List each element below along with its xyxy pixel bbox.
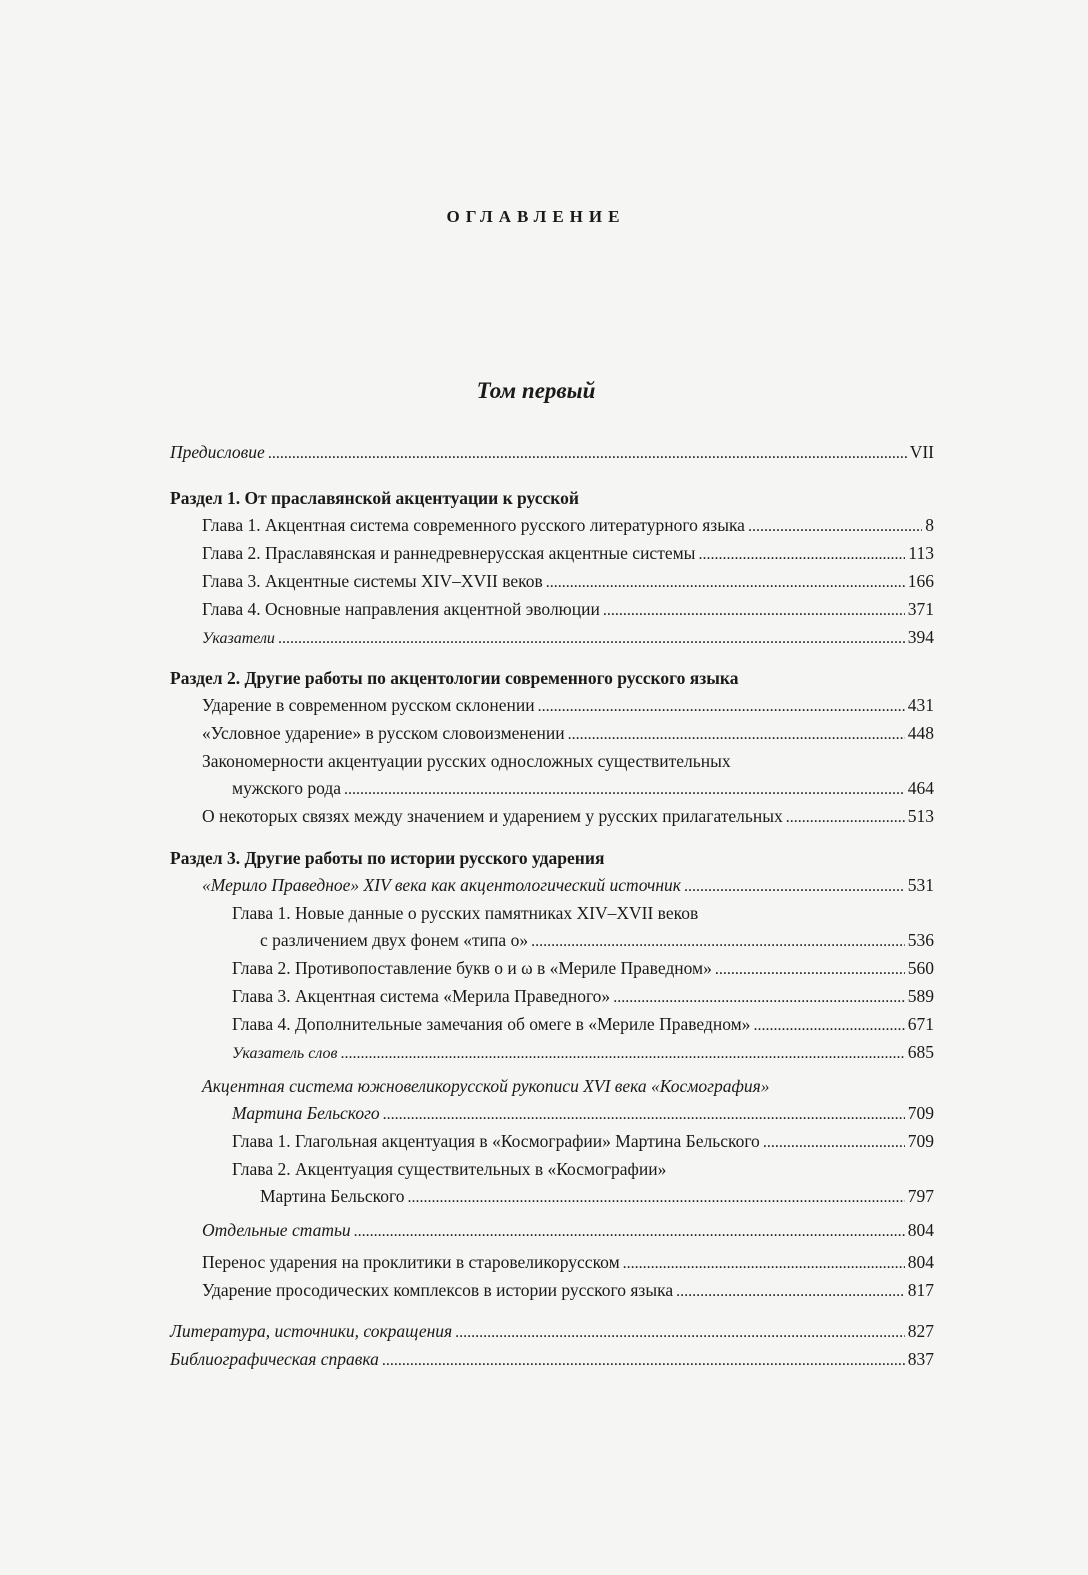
entry-title: Глава 4. Основные направления акцентной эволюции [202, 599, 600, 619]
leader-dots [531, 928, 905, 955]
entry-title: Библиографическая справка [170, 1349, 379, 1369]
toc-section-3 [170, 845, 934, 1305]
entry-title-continued: Мартина Бельского [260, 1186, 405, 1206]
entry-page: 531 [907, 875, 934, 895]
entry-title: «Условное ударение» в русском словоизменении [202, 723, 565, 743]
leader-dots [538, 693, 905, 720]
entry-page: 166 [907, 571, 934, 591]
entry-title: Глава 2. Праславянская и раннедревнерусская акцентные системы [202, 543, 696, 563]
leader-dots [568, 721, 905, 748]
entry-title: Указатель слов [232, 1045, 338, 1062]
entry-title: Перенос ударения на проклитики в старовеликорусском [202, 1252, 620, 1272]
toc-entry[interactable] [170, 692, 934, 720]
toc-entry[interactable] [170, 1039, 934, 1067]
toc-entry[interactable] [170, 720, 934, 748]
toc-entry[interactable] [170, 1011, 934, 1039]
leader-dots [455, 1319, 905, 1346]
toc-entry[interactable] [170, 1183, 934, 1211]
leader-dots [546, 569, 905, 596]
leader-dots [340, 1040, 904, 1067]
toc-entry[interactable] [170, 1128, 934, 1156]
entry-page: 560 [907, 958, 934, 978]
entry-title: Глава 3. Акцентные системы XIV–XVII веков [202, 571, 543, 591]
entry-title: Литература, источники, сокращения [170, 1321, 453, 1341]
toc-entry[interactable] [170, 927, 934, 955]
leader-dots [344, 776, 905, 803]
entry-page: 513 [907, 806, 934, 826]
entry-title-continued: Мартина Бельского [232, 1103, 380, 1123]
leader-dots [408, 1184, 905, 1211]
leader-dots [715, 956, 905, 983]
entry-page: 709 [907, 1103, 934, 1123]
leader-dots [753, 1012, 904, 1039]
leader-dots [278, 625, 905, 652]
entry-title: Глава 1. Глагольная акцентуация в «Космографии» Мартина Бельского [232, 1131, 760, 1151]
toc-entry[interactable] [170, 983, 934, 1011]
toc-preface [170, 439, 934, 467]
entry-title: Глава 1. Акцентная система современного русского литературного языка [202, 515, 745, 535]
entry-title: Глава 4. Дополнительные замечания об омеге в «Мериле Праведном» [232, 1014, 751, 1034]
toc-entry[interactable] [170, 540, 934, 568]
toc-entry[interactable] [170, 872, 934, 900]
entry-page: 371 [907, 599, 934, 619]
toc-entry[interactable] [170, 1277, 934, 1305]
entry-title[interactable]: Закономерности акцентуации русских односложных существительных [202, 751, 731, 771]
toc-section-2 [170, 665, 934, 831]
entry-title: О некоторых связях между значением и ударением у русских прилагательных [202, 806, 783, 826]
entry-page: 448 [907, 723, 934, 743]
toc-entry[interactable] [170, 1100, 934, 1128]
toc-entry[interactable] [170, 512, 934, 540]
entry-page: 394 [907, 627, 934, 647]
entry-title: Отдельные статьи [202, 1220, 351, 1240]
toc-section-1 [170, 485, 934, 652]
section-title: Раздел 2. Другие работы по акцентологии современного русского языка [170, 668, 739, 688]
entry-page: 804 [907, 1252, 934, 1272]
entry-page: 797 [907, 1186, 934, 1206]
entry-page: 709 [907, 1131, 934, 1151]
entry-title[interactable]: Акцентная система южновеликорусской рукописи XVI века «Космография» [202, 1076, 770, 1096]
leader-dots [623, 1250, 905, 1277]
toc-entry[interactable] [170, 1249, 934, 1277]
toc-entry[interactable] [170, 803, 934, 831]
leader-dots [763, 1129, 905, 1156]
toc-entry[interactable] [170, 596, 934, 624]
toc-entry[interactable] [170, 1318, 934, 1346]
entry-title[interactable]: Глава 2. Акцентуация существительных в «Космографии» [232, 1159, 667, 1179]
leader-dots [354, 1218, 905, 1245]
leader-dots [268, 440, 907, 467]
entry-title: Предисловие [170, 442, 265, 462]
entry-page: VII [909, 442, 934, 462]
toc-entry[interactable] [170, 955, 934, 983]
leader-dots [383, 1101, 905, 1128]
page-heading: ОГЛАВЛЕНИЕ [446, 207, 626, 226]
entry-page: 671 [907, 1014, 934, 1034]
toc-entry[interactable] [170, 775, 934, 803]
entry-title: Ударение просодических комплексов в истории русского языка [202, 1280, 674, 1300]
entry-title-continued: с различением двух фонем «типа о» [260, 930, 529, 950]
entry-title: Глава 3. Акцентная система «Мерила Праведного» [232, 986, 611, 1006]
toc-back-matter [170, 1318, 934, 1374]
entry-page: 464 [907, 778, 934, 798]
entry-title: Указатели [202, 630, 275, 647]
toc-entry[interactable] [170, 1346, 934, 1374]
leader-dots [603, 597, 905, 624]
entry-page: 431 [907, 695, 934, 715]
entry-page: 8 [925, 515, 934, 535]
section-title: Раздел 1. От праславянской акцентуации к русской [170, 488, 579, 508]
entry-title-continued: мужского рода [232, 778, 342, 798]
toc-entry[interactable] [170, 624, 934, 652]
leader-dots [786, 804, 905, 831]
entry-page: 685 [907, 1042, 934, 1062]
toc-entry[interactable] [170, 439, 934, 467]
entry-title[interactable]: Глава 1. Новые данные о русских памятниках XIV–XVII веков [232, 903, 699, 923]
leader-dots [748, 513, 922, 540]
toc-entry[interactable] [170, 568, 934, 596]
entry-page: 536 [907, 930, 934, 950]
leader-dots [684, 873, 905, 900]
entry-page: 817 [907, 1280, 934, 1300]
entry-page: 589 [907, 986, 934, 1006]
leader-dots [698, 541, 905, 568]
leader-dots [676, 1278, 905, 1305]
entry-page: 827 [907, 1321, 934, 1341]
toc-entry[interactable] [170, 1217, 934, 1245]
section-title: Раздел 3. Другие работы по истории русского ударения [170, 848, 605, 868]
volume-title: Том первый [476, 378, 596, 403]
entry-title: «Мерило Праведное» XIV века как акцентологический источник [202, 875, 681, 895]
entry-page: 113 [908, 543, 934, 563]
leader-dots [613, 984, 905, 1011]
entry-title: Ударение в современном русском склонении [202, 695, 535, 715]
entry-page: 804 [907, 1220, 934, 1240]
leader-dots [382, 1347, 905, 1374]
entry-title: Глава 2. Противопоставление букв о и ω в «Мериле Праведном» [232, 958, 712, 978]
entry-page: 837 [907, 1349, 934, 1369]
